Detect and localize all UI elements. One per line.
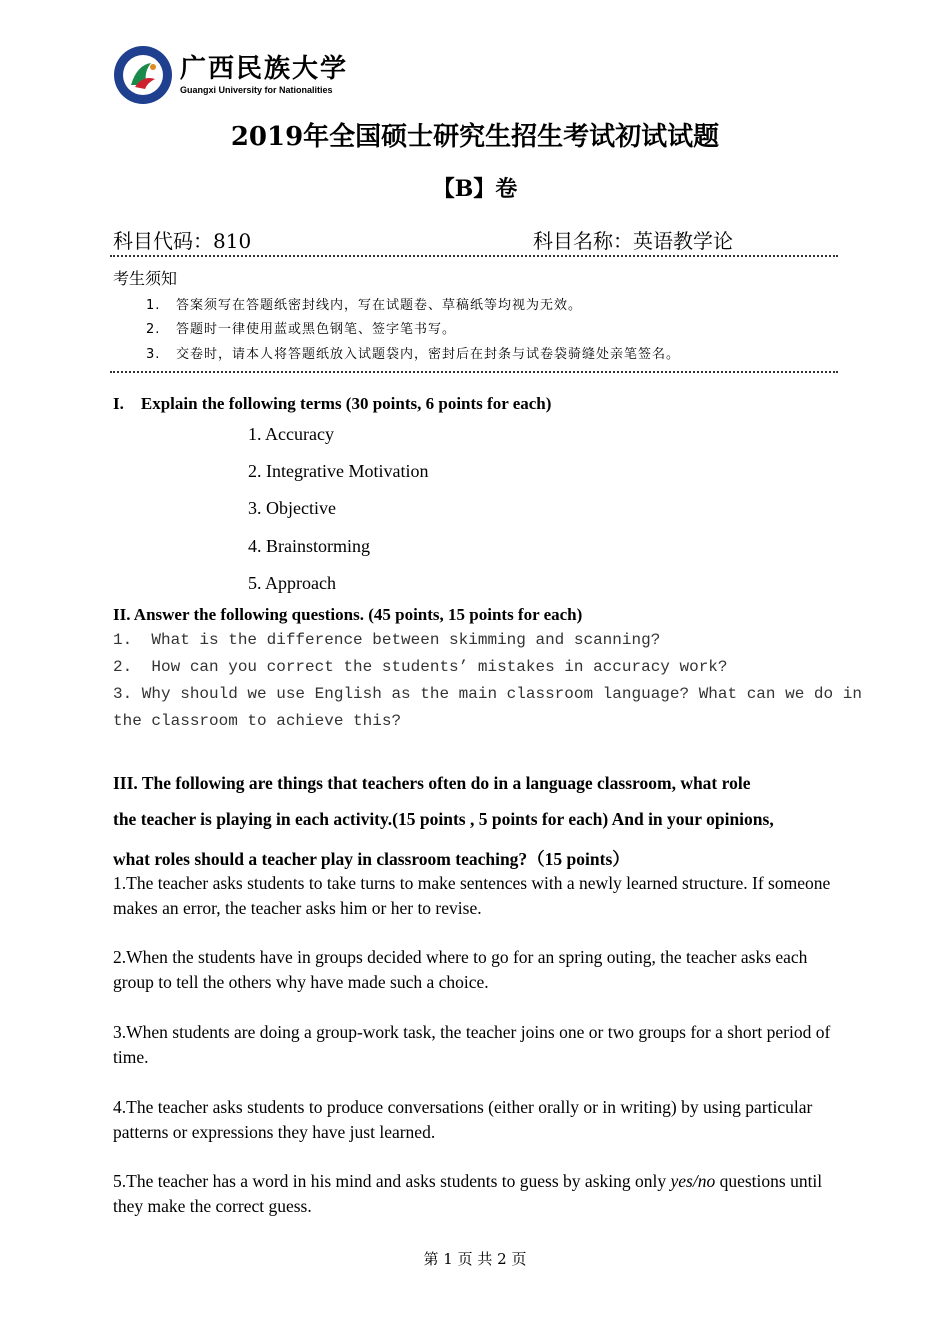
page-title: 2019年全国硕士研究生招生考试初试试题 bbox=[230, 122, 720, 152]
divider bbox=[110, 371, 838, 373]
university-logo bbox=[113, 45, 173, 105]
page-number: 第 1 页 共 2 页 bbox=[423, 1250, 527, 1268]
activity-item bbox=[113, 1169, 843, 1219]
notice-num: 3. bbox=[146, 347, 161, 362]
paper-label: 【B】卷 bbox=[432, 176, 518, 202]
term-item: 2. Integrative Motivation bbox=[248, 461, 429, 481]
notice-num: 2. bbox=[146, 322, 161, 337]
notice-num: 1. bbox=[146, 298, 161, 313]
subject-code: 科目代码：810 bbox=[113, 229, 252, 253]
term-item: 4. Brainstorming bbox=[248, 536, 370, 556]
university-name-cn: 广西民族大学 bbox=[180, 54, 349, 84]
section1-heading: I. Explain the following terms (30 points, 6 points for each) bbox=[113, 394, 552, 413]
activity-text: 5.The teacher has a word in his mind and asks students to guess by asking only bbox=[113, 1171, 671, 1191]
notice-text: 交卷时，请本人将答题纸放入试题袋内，密封后在封条与试卷袋骑缝处亲笔签名。 bbox=[176, 347, 681, 362]
activity-emphasis: yes/no bbox=[670, 1171, 716, 1191]
notice-item bbox=[146, 294, 582, 313]
notice-item bbox=[146, 343, 680, 362]
question-item: 3. Why should we use English as the main classroom language? What can we do in bbox=[113, 685, 862, 703]
notice-item bbox=[146, 318, 456, 337]
question-item: the classroom to achieve this? bbox=[113, 712, 402, 730]
activity-item: 2.When the students have in groups decided where to go for an spring outing, the teacher asks each group to tell the others why have made such a choice. bbox=[113, 947, 808, 992]
term-item: 1. Accuracy bbox=[248, 424, 334, 444]
section2-heading: II. Answer the following questions. (45 points, 15 points for each) bbox=[113, 605, 583, 624]
section3-heading-line: III. The following are things that teachers often do in a language classroom, what role bbox=[113, 773, 751, 793]
question-item: 2. How can you correct the students’ mistakes in accuracy work? bbox=[113, 658, 728, 676]
section3-heading-line: the teacher is playing in each activity.(15 points , 5 points for each) And in your opinions, bbox=[113, 809, 774, 829]
notice-title: 考生须知 bbox=[113, 269, 178, 288]
activity-item: 4.The teacher asks students to produce conversations (either orally or in writing) by using particular patterns or expressions they have just learned. bbox=[113, 1097, 813, 1142]
term-item: 3. Objective bbox=[248, 498, 336, 518]
section3-heading-line: what roles should a teacher play in classroom teaching?（15 points） bbox=[113, 849, 630, 869]
activity-text: questions until they make the correct guess. bbox=[113, 1171, 823, 1216]
term-item: 5. Approach bbox=[248, 573, 336, 593]
activity-item: 1.The teacher asks students to take turns to make sentences with a newly learned structure. If someone makes an error, the teacher asks him or her to revise. bbox=[113, 873, 831, 918]
university-name-en: Guangxi University for Nationalities bbox=[180, 85, 333, 95]
divider bbox=[110, 255, 838, 257]
activity-item: 3.When students are doing a group-work task, the teacher joins one or two groups for a short period of time. bbox=[113, 1022, 831, 1067]
notice-text: 答案须写在答题纸密封线内，写在试题卷、草稿纸等均视为无效。 bbox=[176, 298, 583, 313]
subject-name: 科目名称：英语教学论 bbox=[533, 229, 733, 253]
notice-text: 答题时一律使用蓝或黑色钢笔、签字笔书写。 bbox=[176, 322, 457, 337]
question-item: 1. What is the difference between skimming and scanning? bbox=[113, 631, 661, 649]
